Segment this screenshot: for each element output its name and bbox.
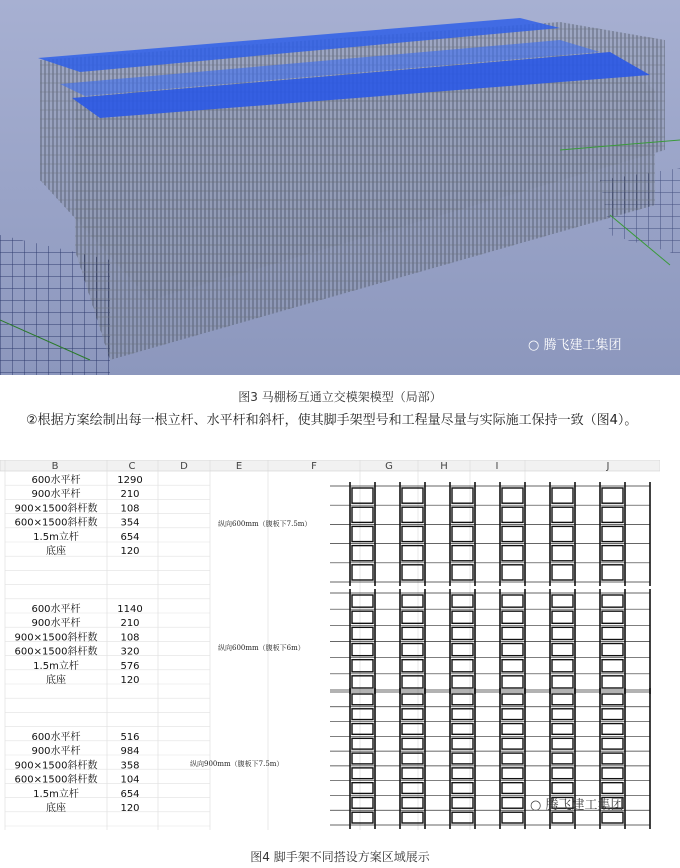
figure4-caption: 图4 脚手架不同搭设方案区域展示: [250, 850, 430, 864]
item-count: 354: [120, 517, 140, 529]
scaffold-layout-drawings: [330, 482, 650, 829]
item-label: 600×1500斜杆数: [14, 774, 98, 786]
column-header-J[interactable]: J: [606, 461, 610, 472]
item-count: 210: [120, 618, 140, 630]
scaffold-model-render: [0, 0, 680, 375]
item-count: 1140: [117, 604, 143, 615]
watermark-figure4: ○ 腾飞建工集团: [530, 798, 624, 813]
item-label: 600×1500斜杆数: [14, 517, 98, 529]
item-label: 900×1500斜杆数: [14, 760, 98, 772]
item-count: 108: [120, 632, 140, 644]
item-count: 120: [120, 546, 140, 557]
item-label: 底座: [46, 546, 66, 557]
figure3-caption: 图3 马棚杨互通立交模架模型（局部）: [238, 390, 442, 404]
layout-note: 纵向600mm（腹板下7.5m）: [218, 520, 312, 528]
item-label: 底座: [46, 803, 66, 814]
item-count: 516: [120, 732, 140, 743]
item-label: 900×1500斜杆数: [14, 503, 98, 515]
body-paragraph: ②根据方案绘制出每一根立杆、水平杆和斜杆，使其脚手架型号和工程量尽量与实际施工保持一致（图4）。: [26, 413, 638, 428]
item-count: 1290: [117, 475, 143, 486]
item-label: 1.5m立杆: [33, 660, 79, 672]
column-header-C[interactable]: C: [128, 461, 136, 472]
item-label: 900水平杆: [31, 489, 81, 501]
watermark-figure3: ○ 腾飞建工集团: [528, 338, 622, 353]
item-label: 900×1500斜杆数: [14, 632, 98, 644]
item-label: 600水平杆: [31, 604, 81, 615]
wechat-icon: ○: [528, 338, 540, 353]
item-count: 104: [120, 774, 140, 786]
item-count: 654: [120, 531, 140, 543]
item-label: 600×1500斜杆数: [14, 646, 98, 658]
item-count: 576: [120, 660, 140, 672]
item-count: 984: [120, 746, 140, 758]
item-count: 358: [120, 760, 140, 772]
item-count: 120: [120, 675, 140, 686]
item-count: 108: [120, 503, 140, 515]
column-header-G[interactable]: G: [385, 461, 393, 472]
scaffold-plan-panel: [330, 589, 650, 694]
layout-note: 纵向600mm（腹板下6m）: [218, 644, 305, 652]
item-count: 654: [120, 788, 140, 800]
layout-note: 纵向900mm（腹板下7.5m）: [190, 760, 284, 768]
item-count: 320: [120, 646, 140, 658]
item-label: 900水平杆: [31, 746, 81, 758]
item-count: 120: [120, 803, 140, 814]
item-label: 1.5m立杆: [33, 531, 79, 543]
column-header-B[interactable]: B: [51, 461, 59, 472]
item-label: 600水平杆: [31, 732, 81, 743]
spreadsheet: [0, 460, 660, 830]
item-label: 底座: [46, 675, 66, 686]
column-header-H[interactable]: H: [440, 461, 448, 472]
item-label: 1.5m立杆: [33, 788, 79, 800]
item-label: 900水平杆: [31, 618, 81, 630]
scaffold-plan-panel: [330, 482, 650, 586]
wechat-icon: ○: [530, 798, 542, 813]
item-count: 210: [120, 489, 140, 501]
item-label: 600水平杆: [31, 475, 81, 486]
column-header-F[interactable]: F: [311, 461, 317, 472]
column-header-E[interactable]: E: [235, 461, 243, 472]
column-header-I[interactable]: I: [495, 461, 499, 472]
column-header-D[interactable]: D: [180, 461, 188, 472]
